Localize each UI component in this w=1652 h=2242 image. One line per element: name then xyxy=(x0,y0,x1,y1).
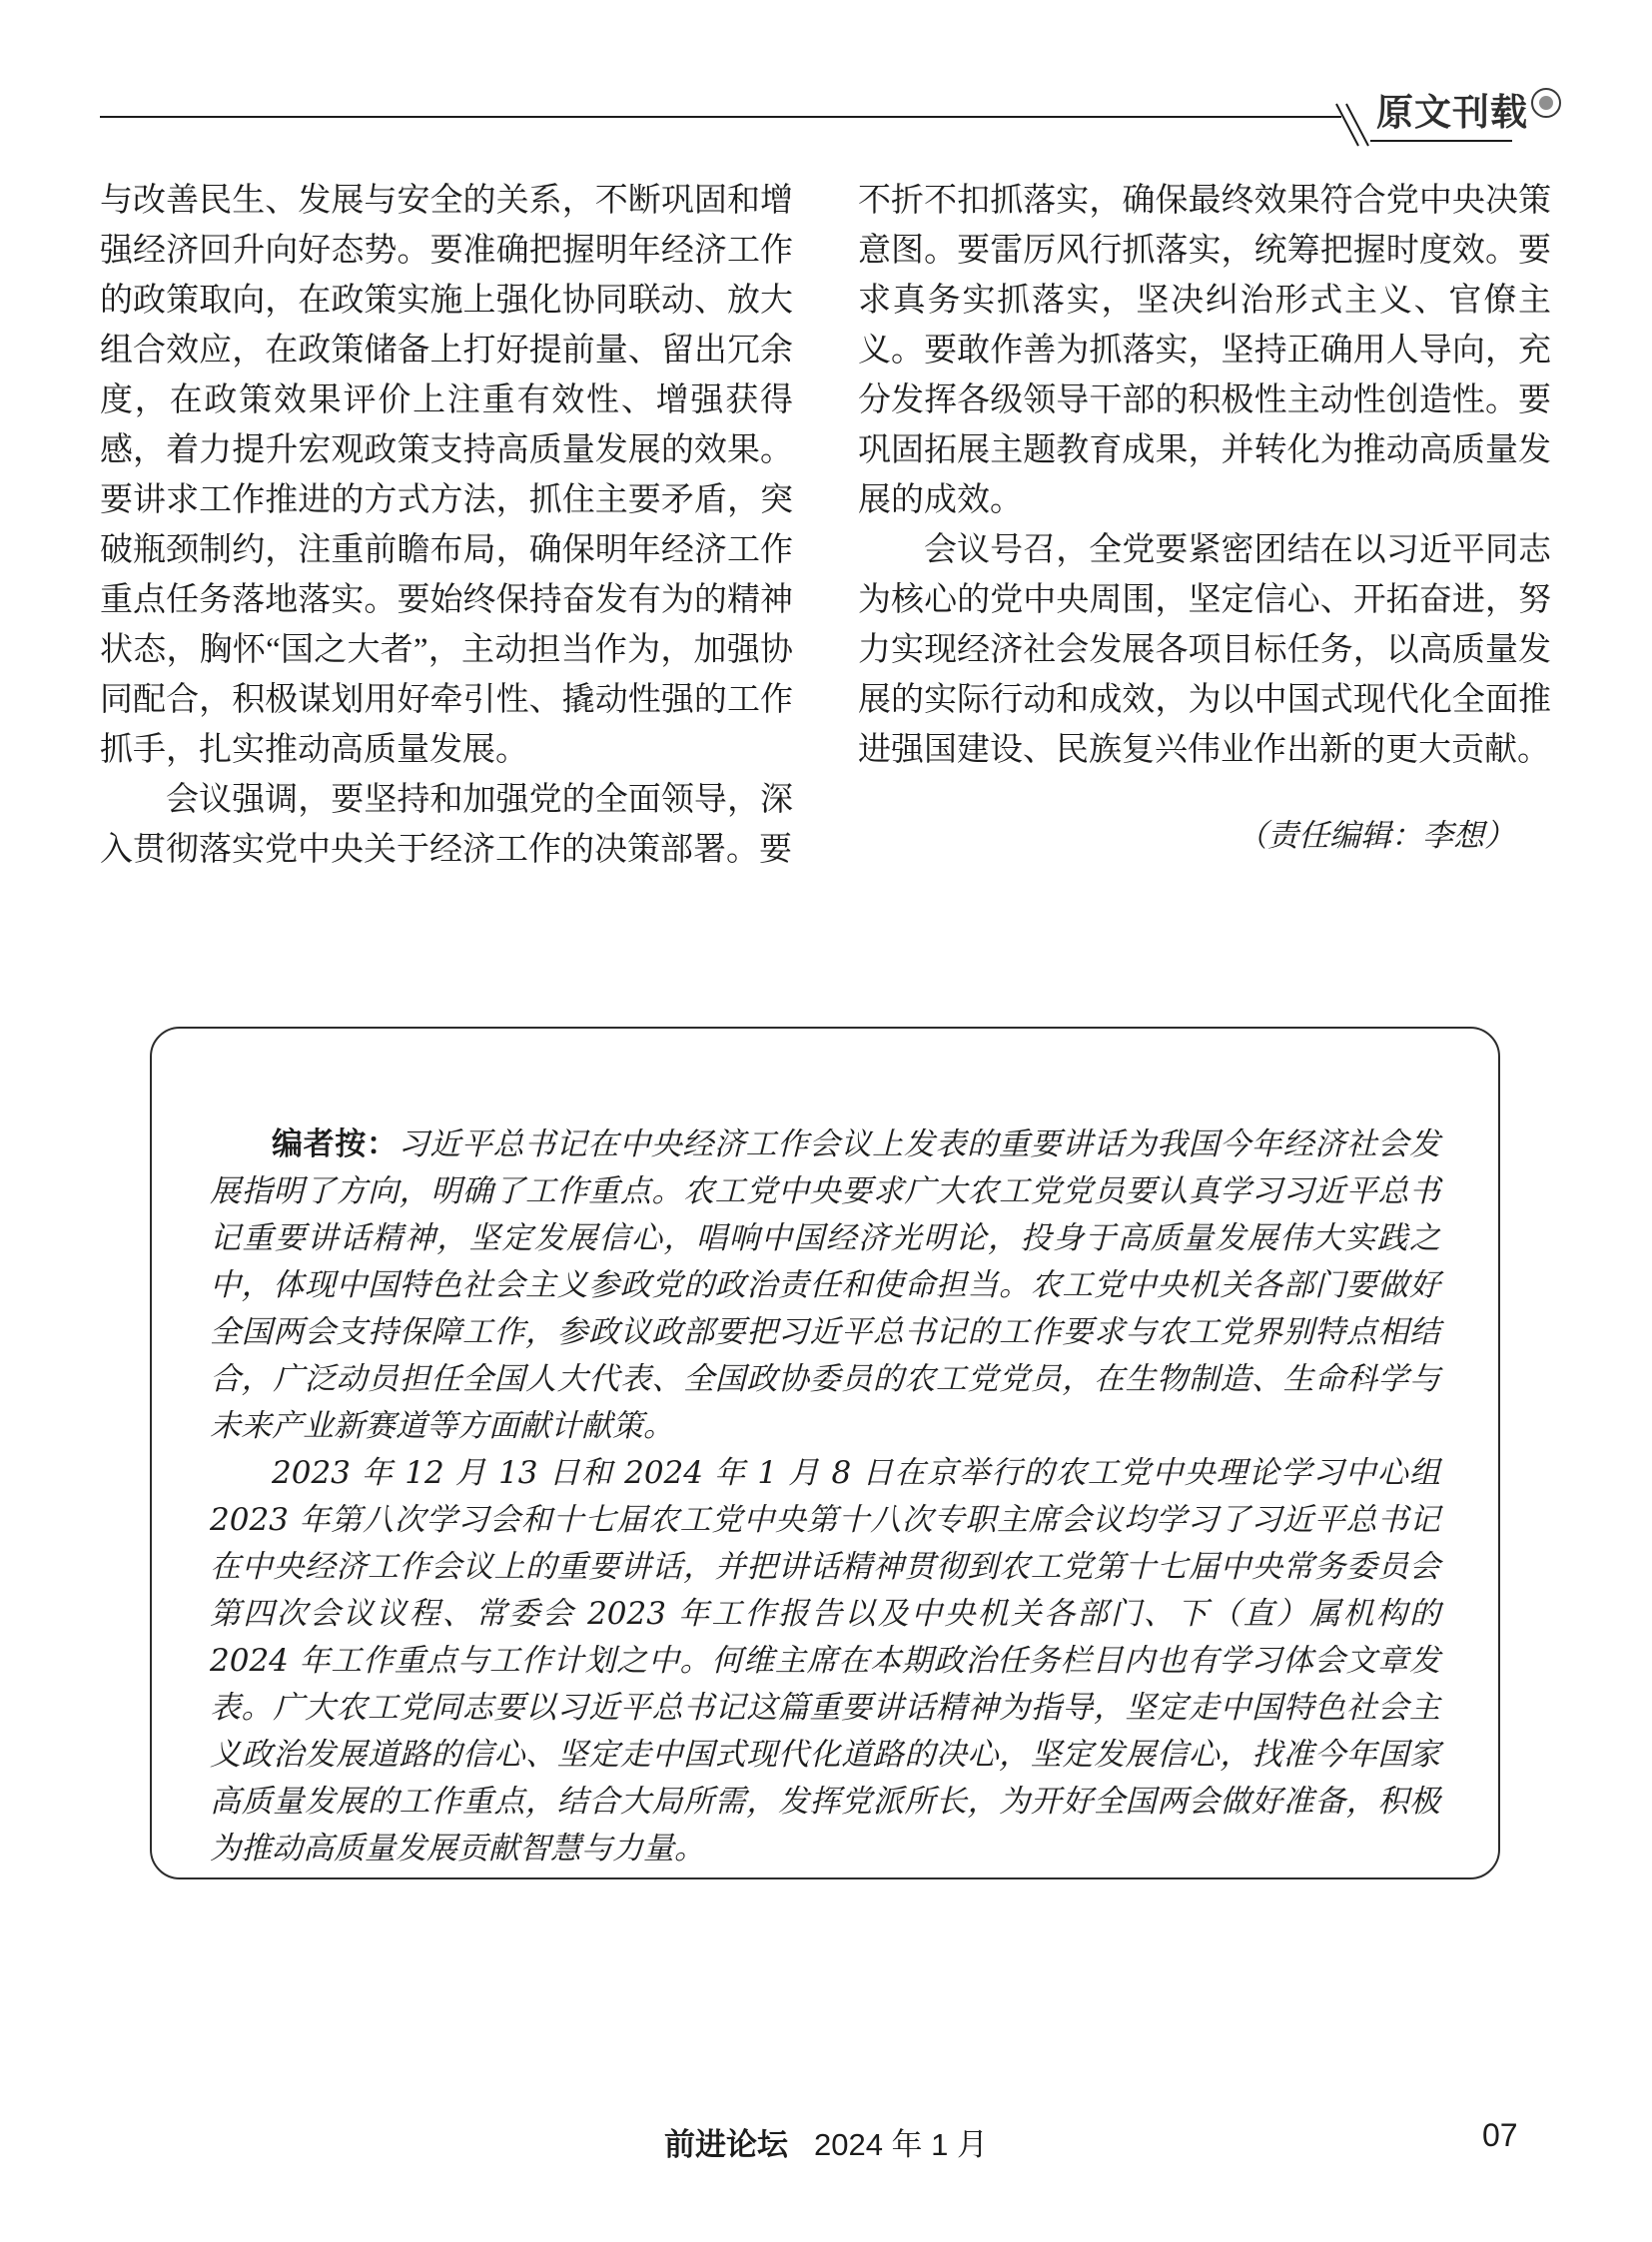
editor-note-paragraph-1 xyxy=(210,1121,1440,1450)
body-paragraph: 会议强调，要坚持和加强党的全面领导，深入贯彻落实党中央关于经济工作的决策部署。要 xyxy=(100,782,793,868)
right-column xyxy=(858,176,1551,861)
editor-credit: （责任编辑：李想） xyxy=(1237,818,1515,853)
header-slash-break-icon xyxy=(1332,102,1374,148)
issue-date: 2024 年 1 月 xyxy=(813,2127,989,2162)
section-label: 原文刊载 xyxy=(1376,92,1528,133)
editor-note-box xyxy=(150,1027,1500,1879)
bullseye-circle-icon xyxy=(1531,88,1561,118)
footer-journal-line xyxy=(0,2119,1652,2164)
header-rule-right xyxy=(1370,140,1512,142)
body-paragraph: 会议号召，全党要紧密团结在以习近平同志为核心的党中央周围，坚定信心、开拓奋进，努力实现经济社会发展各项目标任务，以高质量发展的实际行动和成效，为以中国式现代化全面推进强国建设、民族复兴伟业作出新的更大贡献。 xyxy=(858,532,1551,768)
editor-note-text-1: 习近平总书记在中央经济工作会议上发表的重要讲话为我国今年经济社会发展指明了方向，明确了工作重点。农工党中央要求广大农工党党员要认真学习习近平总书记重要讲话精神，坚定发展信心，唱响中国经济光明论，投身于高质量发展伟大实践之中，体现中国特色社会主义参政党的政治责任和使命担当。农工党中央机关各部门要做好全国两会支持保障工作，参政议政部要把习近平总书记的工作要求与农工党界别特点相结合，广泛动员担任全国人大代表、全国政协委员的农工党党员，在生物制造、生命科学与未来产业新赛道等方面献计献策。 xyxy=(210,1126,1441,1444)
editor-note-label: 编者按： xyxy=(272,1126,399,1161)
body-paragraph-continuation: 不折不扣抓落实，确保最终效果符合党中央决策意图。要雷厉风行抓落实，统筹把握时度效。要求真务实抓落实，坚决纠治形式主义、官僚主义。要敢作善为抓落实，坚持正确用人导向，充分发挥各级领导干部的积极性主动性创造性。要巩固拓展主题教育成果，并转化为推动高质量发展的成效。 xyxy=(858,183,1551,518)
bullseye-dot xyxy=(1539,96,1553,110)
left-column xyxy=(100,176,793,875)
editor-note-paragraph-2: 2023 年 12 月 13 日和 2024 年 1 月 8 日在京举行的农工党中央理论学习中心组 2023 年第八次学习会和十七届农工党中央第十八次专职主席会议均学习了习近平总书记在中央经济工作会议上的重要讲话，并把讲话精神贯彻到农工党第十七届中央常务委员会第四次会议议程、常委会 2023 年工作报告以及中央机关各部门、下（直）属机构的 2024 年工作重点与工作计划之中。何维主席在本期政治任务栏目内也有学习体会文章发表。广大农工党同志要以习近平总书记这篇重要讲话精神为指导，坚定走中国特色社会主义政治发展道路的信心、坚定走中国式现代化道路的决心，坚定发展信心，找准今年国家高质量发展的工作重点，结合大局所需，发挥党派所长，为开好全国两会做好准备，积极为推动高质量发展贡献智慧与力量。 xyxy=(210,1455,1440,1867)
page-number: 07 xyxy=(1482,2117,1518,2153)
body-paragraph-continuation: 与改善民生、发展与安全的关系，不断巩固和增强经济回升向好态势。要准确把握明年经济工作的政策取向，在政策实施上强化协同联动、放大组合效应，在政策储备上打好提前量、留出冗余度，在政策效果评价上注重有效性、增强获得感，着力提升宏观政策支持高质量发展的效果。要讲求工作推进的方式方法，抓住主要矛盾，突破瓶颈制约，注重前瞻布局，确保明年经济工作重点任务落地落实。要始终保持奋发有为的精神状态，胸怀“国之大者”，主动担当作为，加强协同配合，积极谋划用好牵引性、撬动性强的工作抓手，扎实推动高质量发展。 xyxy=(100,183,793,768)
header-rule-left xyxy=(100,116,1341,118)
journal-name: 前进论坛 xyxy=(663,2127,788,2162)
